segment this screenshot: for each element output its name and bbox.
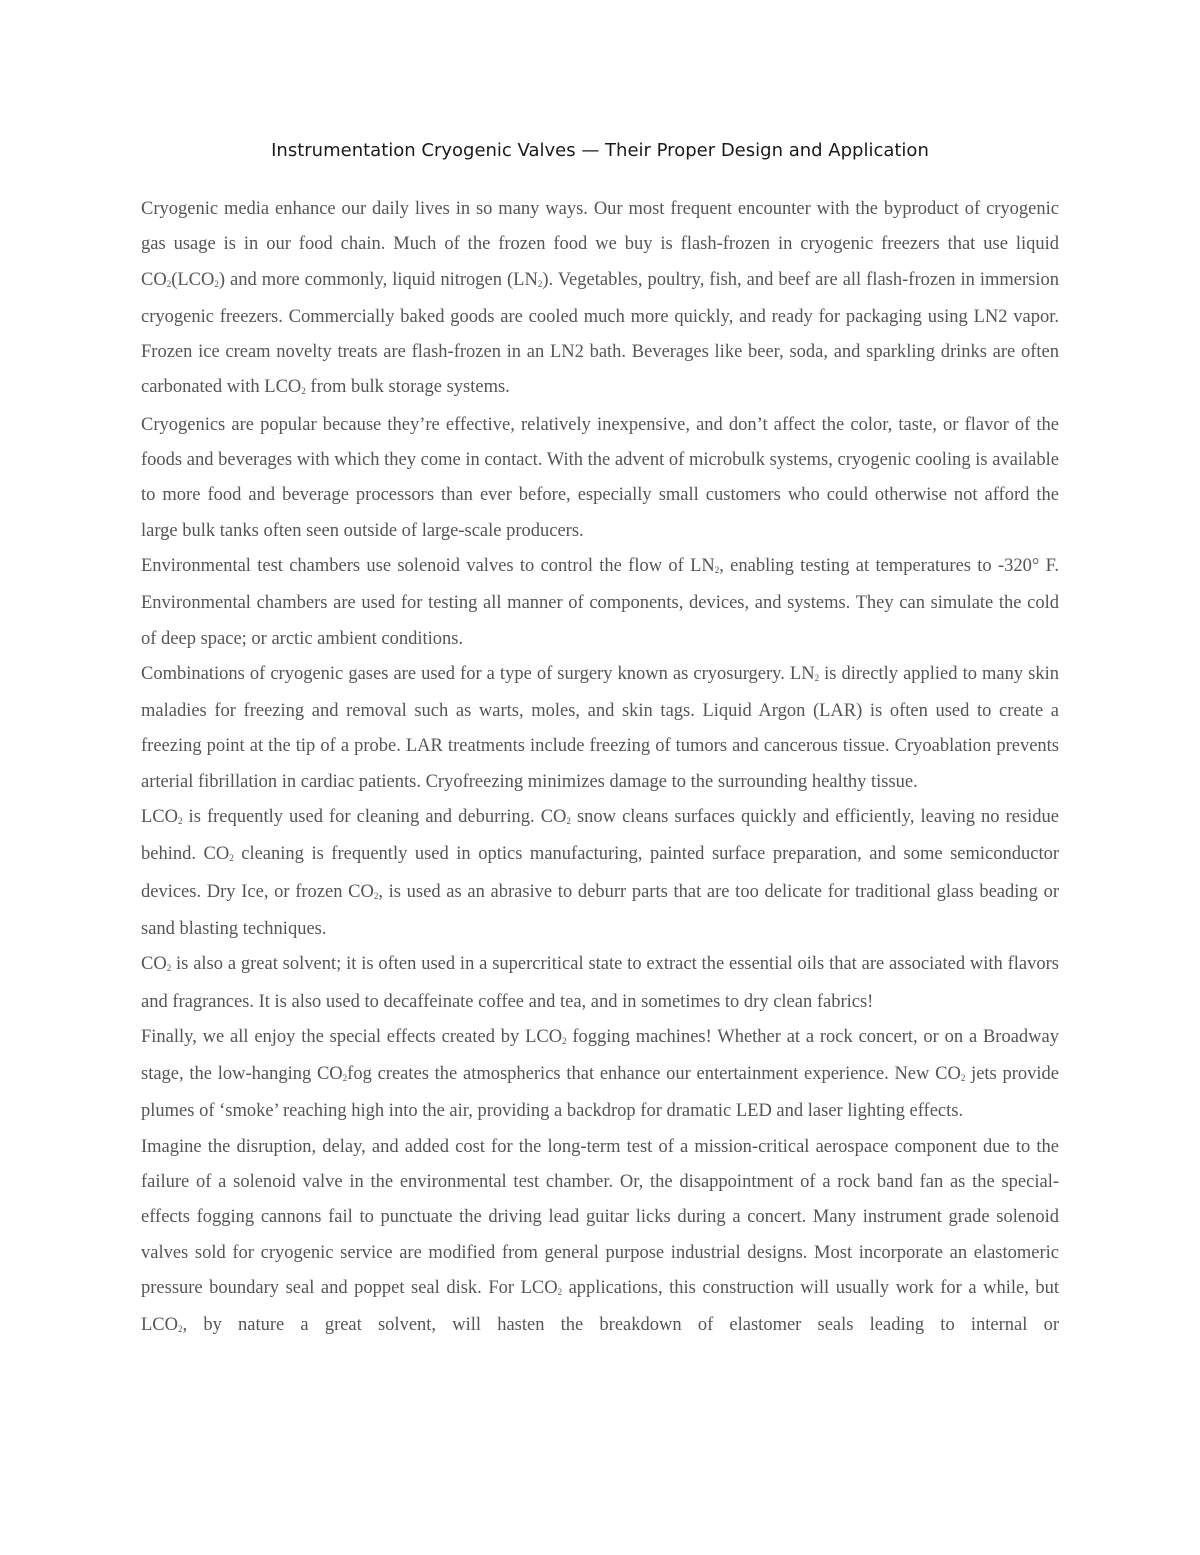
paragraph-p7 (141, 1020, 1059, 1130)
chemical-formula (525, 1027, 567, 1047)
paragraph-text: ). Vegetables, poultry, fish, and beef are all flash-frozen in immersion cryogenic freezers. Commercially baked goods are cooled much more quickly, and ready for packaging using LN2 vapor. Frozen ice cream novelty treats are flash-frozen in an LN2 bath. Beverages like beer, soda, and sparkling drinks are often carbonated with (141, 269, 1059, 398)
formula-base: CO (141, 954, 167, 975)
formula-subscript: 2 (342, 1073, 348, 1084)
formula-subscript: 2 (566, 816, 571, 827)
paragraph-text: Finally, we all enjoy the special effects created by (141, 1026, 526, 1047)
paragraph-text: ( (171, 269, 178, 290)
paragraph-text: is frequently used for cleaning and deburring. (182, 807, 541, 828)
formula-base: CO (203, 844, 230, 865)
formula-base: CO (540, 807, 567, 828)
paragraph-text: , is used as an abrasive to deburr parts that are too delicate for traditional glass beading or sand blasting techniques. (141, 881, 1059, 939)
formula-base: LCO (141, 1315, 178, 1336)
chemical-formula (141, 954, 171, 974)
paragraph-p5 (141, 800, 1059, 947)
paragraph-text: Cryogenics are popular because they’re effective, relatively inexpensive, and don’t affect the color, taste, or flavor of the foods and beverages with which they come in contact. With the advent of microbulk systems, cryogenic cooling is available to more food and beverage processors than ever before, especially small customers who could otherwise not afford the large bulk tanks often seen outside of large-scale producers. (141, 414, 1059, 541)
chemical-formula (264, 377, 306, 397)
paragraph-text: jets provide plumes of ‘smoke’ reaching high into the air, providing a backdrop for dramatic LED and laser lighting effects. (141, 1064, 1060, 1122)
formula-base: LCO (525, 1026, 563, 1047)
paragraph-text: ) and more commonly, liquid nitrogen ( (218, 269, 514, 290)
formula-subscript: 2 (166, 963, 172, 974)
document-body (141, 192, 1059, 1346)
paragraph-text: fogging machines! Whether at a rock concert, or on a Broadway stage, the low-hanging (141, 1026, 1060, 1085)
chemical-formula (513, 270, 542, 290)
document-title: Instrumentation Cryogenic Valves — Their Proper Design and Application (271, 140, 929, 161)
chemical-formula (348, 882, 378, 902)
formula-subscript: 2 (960, 1073, 966, 1084)
chemical-formula (521, 1278, 563, 1298)
formula-subscript: 2 (214, 278, 219, 289)
chemical-formula (690, 556, 719, 576)
chemical-formula (541, 807, 571, 827)
chemical-formula (141, 270, 171, 290)
formula-base: LCO (520, 1277, 558, 1298)
paragraph-text: , by nature a great solvent, will hasten the breakdown of elastomer seals leading to internal or (182, 1315, 1059, 1336)
formula-subscript: 2 (373, 890, 379, 901)
paragraph-p8 (141, 1130, 1059, 1346)
formula-base: LCO (141, 807, 178, 828)
paragraph-text: applications, this construction will usually work for a while, but (562, 1277, 1060, 1298)
paragraph-text: Environmental test chambers use solenoid valves to control the flow of (141, 555, 691, 576)
formula-subscript: 2 (714, 564, 720, 575)
formula-subscript: 2 (229, 853, 234, 864)
paragraph-text: fog creates the atmospherics that enhance our entertainment experience. New (347, 1064, 936, 1085)
paragraph-text: Imagine the disruption, delay, and added cost for the long-term test of a mission-critical aerospace component due to the failure of a solenoid valve in the environmental test chamber. Or, the disappointment of a rock band fan as the special-effects fogging cannons fail to punctuate the driving lead guitar licks during a concert. Many instrument grade solenoid valves sold for cryogenic service are modified from general purpose industrial designs. Most incorporate an elastomeric pressure boundary seal and poppet seal disk. For (141, 1136, 1059, 1298)
formula-base: CO (348, 881, 374, 902)
formula-subscript: 2 (166, 278, 172, 289)
paragraph-text: is directly applied to many skin maladies for freezing and removal such as warts, moles, and skin tags. Liquid Argon (LAR) is often used to create a freezing point at the tip of a probe. LAR treatments include freezing of tumors and cancerous tissue. Cryoablation prevents arterial fibrillation in cardiac patients. Cryofreezing minimizes damage to the surrounding healthy tissue. (141, 663, 1060, 792)
chemical-formula (141, 807, 183, 827)
formula-subscript: 2 (178, 1324, 183, 1335)
paragraph-text: , enabling testing at temperatures to -320° F. Environmental chambers are used for testing all manner of components, devices, and systems. They can simulate the cold of deep space; or arctic ambient conditions. (141, 555, 1060, 649)
paragraph-text: is also a great solvent; it is often used in a supercritical state to extract the essential oils that are associated with flavors and fragrances. It is also used to decaffeinate coffee and tea, and in sometimes to dry clean fabrics! (141, 954, 1059, 1012)
formula-base: CO (141, 269, 167, 290)
paragraph-text: Combinations of cryogenic gases are used for a type of surgery known as cryosurgery. (141, 663, 790, 684)
chemical-formula (204, 844, 234, 864)
paragraph-p3 (141, 549, 1059, 657)
chemical-formula (177, 270, 219, 290)
formula-base: LN (789, 663, 815, 684)
chemical-formula (317, 1064, 347, 1084)
formula-subscript: 2 (814, 672, 820, 683)
formula-base: LN (690, 555, 715, 576)
formula-base: CO (935, 1064, 961, 1085)
paragraph-p4 (141, 657, 1059, 800)
paragraph-p2 (141, 408, 1059, 549)
formula-subscript: 2 (301, 386, 306, 397)
chemical-formula (790, 664, 819, 684)
formula-subscript: 2 (557, 1286, 563, 1297)
formula-base: LCO (177, 269, 215, 290)
chemical-formula (141, 1315, 183, 1335)
paragraph-text: snow cleans surfaces quickly and efficiently, leaving no residue behind. (141, 807, 1059, 865)
formula-base: LN (513, 269, 538, 290)
formula-subscript: 2 (178, 816, 183, 827)
paragraph-p1 (141, 192, 1059, 408)
paragraph-text: from bulk storage systems. (305, 377, 510, 398)
paragraph-text: cleaning is frequently used in optics manufacturing, painted surface preparation, and some semiconductor devices. Dry Ice, or frozen (141, 844, 1059, 902)
paragraph-text: Cryogenic media enhance our daily lives in so many ways. Our most frequent encounter with the byproduct of cryogenic gas usage is in our food chain. Much of the frozen food we buy is flash-frozen in cryogenic freezers that use liquid (141, 199, 1059, 255)
chemical-formula (935, 1064, 965, 1084)
paragraph-p6 (141, 947, 1059, 1020)
formula-base: CO (316, 1064, 343, 1085)
formula-base: LCO (264, 377, 302, 398)
formula-subscript: 2 (537, 278, 543, 289)
formula-subscript: 2 (562, 1035, 567, 1046)
